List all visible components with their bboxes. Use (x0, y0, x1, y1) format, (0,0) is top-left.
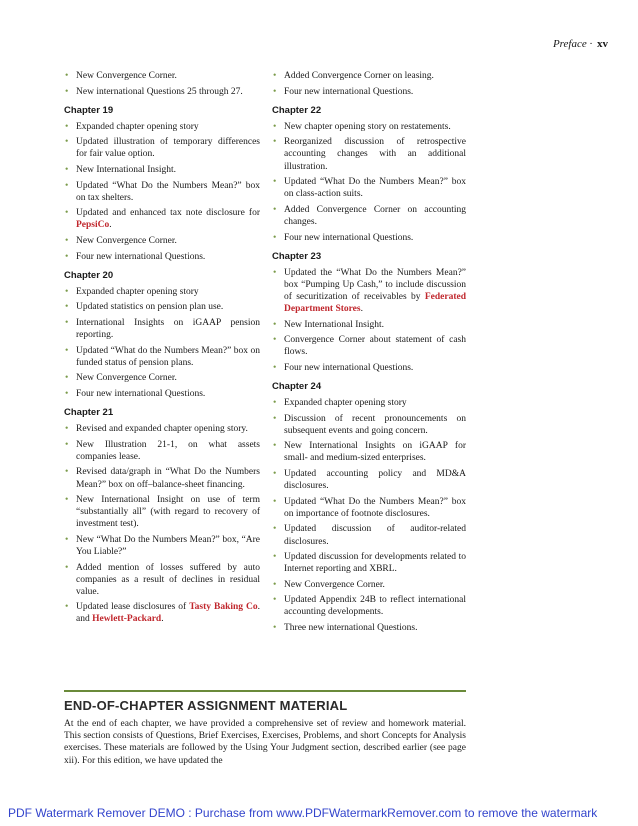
list-item: • Updated statistics on pension plan use. (64, 301, 260, 313)
chapter-heading: Chapter 20 (64, 269, 114, 281)
section-divider (64, 690, 466, 692)
chapter-22-list (272, 121, 466, 244)
list-item: • New Convergence Corner. (272, 579, 466, 591)
list-item: • New Illustration 21-1, on what assets companies lease. (64, 439, 260, 463)
list-item: • Four new international Questions. (64, 388, 260, 400)
list-item: • New Convergence Corner. (64, 235, 260, 247)
header-separator: · (589, 38, 593, 50)
list-item: • New International Insight on use of term “substantially all” (with regard to recovery of investment test). (64, 494, 260, 530)
list-item: • Expanded chapter opening story (64, 121, 260, 133)
section-heading: END-OF-CHAPTER ASSIGNMENT MATERIAL (64, 698, 348, 713)
list-item: • Revised and expanded chapter opening story. (64, 423, 260, 435)
list-item: • Four new international Questions. (272, 232, 466, 244)
list-item: • Updated the “What Do the Numbers Mean?” box “Pumping Up Cash,” to include discussion of securitization of receivables by Federated Department Stores. (272, 267, 466, 315)
chapter-23-list (272, 267, 466, 374)
chapter-heading: Chapter 24 (272, 380, 322, 392)
right-column (272, 70, 466, 638)
list-item: • New International Insights on iGAAP for small- and medium-sized enterprises. (272, 440, 466, 464)
list-item: • Four new international Questions. (64, 251, 260, 263)
list-item: • Updated accounting policy and MD&A disclosures. (272, 468, 466, 492)
list-item: • Updated lease disclosures of Tasty Baking Co. and Hewlett-Packard. (64, 601, 260, 625)
list-item: • Revised data/graph in “What Do the Numbers Mean?” box on off–balance-sheet financing. (64, 466, 260, 490)
chapter-heading: Chapter 23 (272, 250, 322, 262)
list-item: • New international Questions 25 through 27. (64, 86, 260, 98)
list-item: • Four new international Questions. (272, 86, 466, 98)
section-paragraph: At the end of each chapter, we have provided a comprehensive set of review and homework material. This section consists of Questions, Brief Exercises, Exercises, Problems, and short Concepts for Analysis exercises. These materials are followed by the Using Your Judgment section, described earlier (see page xii). For this edition, we have updated the (64, 719, 466, 766)
left-top-list (64, 70, 260, 98)
list-item: • Updated “What Do the Numbers Mean?” box on class-action suits. (272, 176, 466, 200)
list-item: • Convergence Corner about statement of cash flows. (272, 334, 466, 358)
company-name: Tasty Baking Co (189, 602, 258, 613)
chapter-19-list (64, 121, 260, 263)
list-item: • Expanded chapter opening story (64, 286, 260, 298)
watermark-text: PDF Watermark Remover DEMO : Purchase from www.PDFWatermarkRemover.com to remove the watermark (8, 806, 598, 820)
left-column (64, 70, 260, 629)
running-header (553, 38, 608, 50)
list-item: • International Insights on iGAAP pension reporting. (64, 317, 260, 341)
list-item: • Three new international Questions. (272, 622, 466, 634)
list-item: • Updated “What Do the Numbers Mean?” box on tax shelters. (64, 180, 260, 204)
right-top-list (272, 70, 466, 98)
list-item: • New Convergence Corner. (64, 372, 260, 384)
company-name: Federated Department Stores (284, 291, 466, 314)
list-item: • New Convergence Corner. (64, 70, 260, 82)
list-item: • Added mention of losses suffered by auto companies as a result of declines in residual value. (64, 562, 260, 598)
list-item: • Updated discussion of auditor-related disclosures. (272, 523, 466, 547)
assignment-material-section (64, 690, 466, 767)
list-item: • Updated Appendix 24B to reflect international accounting developments. (272, 594, 466, 618)
chapter-heading: Chapter 19 (64, 104, 114, 116)
list-item: • Updated “What Do the Numbers Mean?” box on importance of footnote disclosures. (272, 496, 466, 520)
list-item: • New “What Do the Numbers Mean?” box, “Are You Liable?” (64, 534, 260, 558)
list-item: • Updated and enhanced tax note disclosure for PepsiCo. (64, 207, 260, 231)
list-item: • Updated discussion for developments related to Internet reporting and XBRL. (272, 551, 466, 575)
list-item: • New chapter opening story on restatements. (272, 121, 466, 133)
chapter-heading: Chapter 21 (64, 407, 114, 419)
list-item: • Discussion of recent pronouncements on subsequent events and going concern. (272, 413, 466, 437)
chapter-21-list (64, 423, 260, 625)
company-name: PepsiCo (76, 220, 110, 231)
list-item: • Updated “What do the Numbers Mean?” box on funded status of pension plans. (64, 345, 260, 369)
list-item: • Added Convergence Corner on accounting changes. (272, 204, 466, 228)
header-title: Preface (552, 38, 587, 50)
list-item: • Updated illustration of temporary differences for fair value option. (64, 136, 260, 160)
page-number: xv (597, 38, 608, 50)
list-item: • New International Insight. (272, 319, 466, 331)
chapter-heading: Chapter 22 (272, 104, 322, 116)
list-item: • Expanded chapter opening story (272, 397, 466, 409)
list-item: • Four new international Questions. (272, 362, 466, 374)
list-item: • Reorganized discussion of retrospective accounting changes with an additional illustration. (272, 136, 466, 172)
company-name: Hewlett-Packard (92, 614, 162, 625)
list-item: • Added Convergence Corner on leasing. (272, 70, 466, 82)
chapter-20-list (64, 286, 260, 400)
list-item: • New International Insight. (64, 164, 260, 176)
chapter-24-list (272, 397, 466, 634)
